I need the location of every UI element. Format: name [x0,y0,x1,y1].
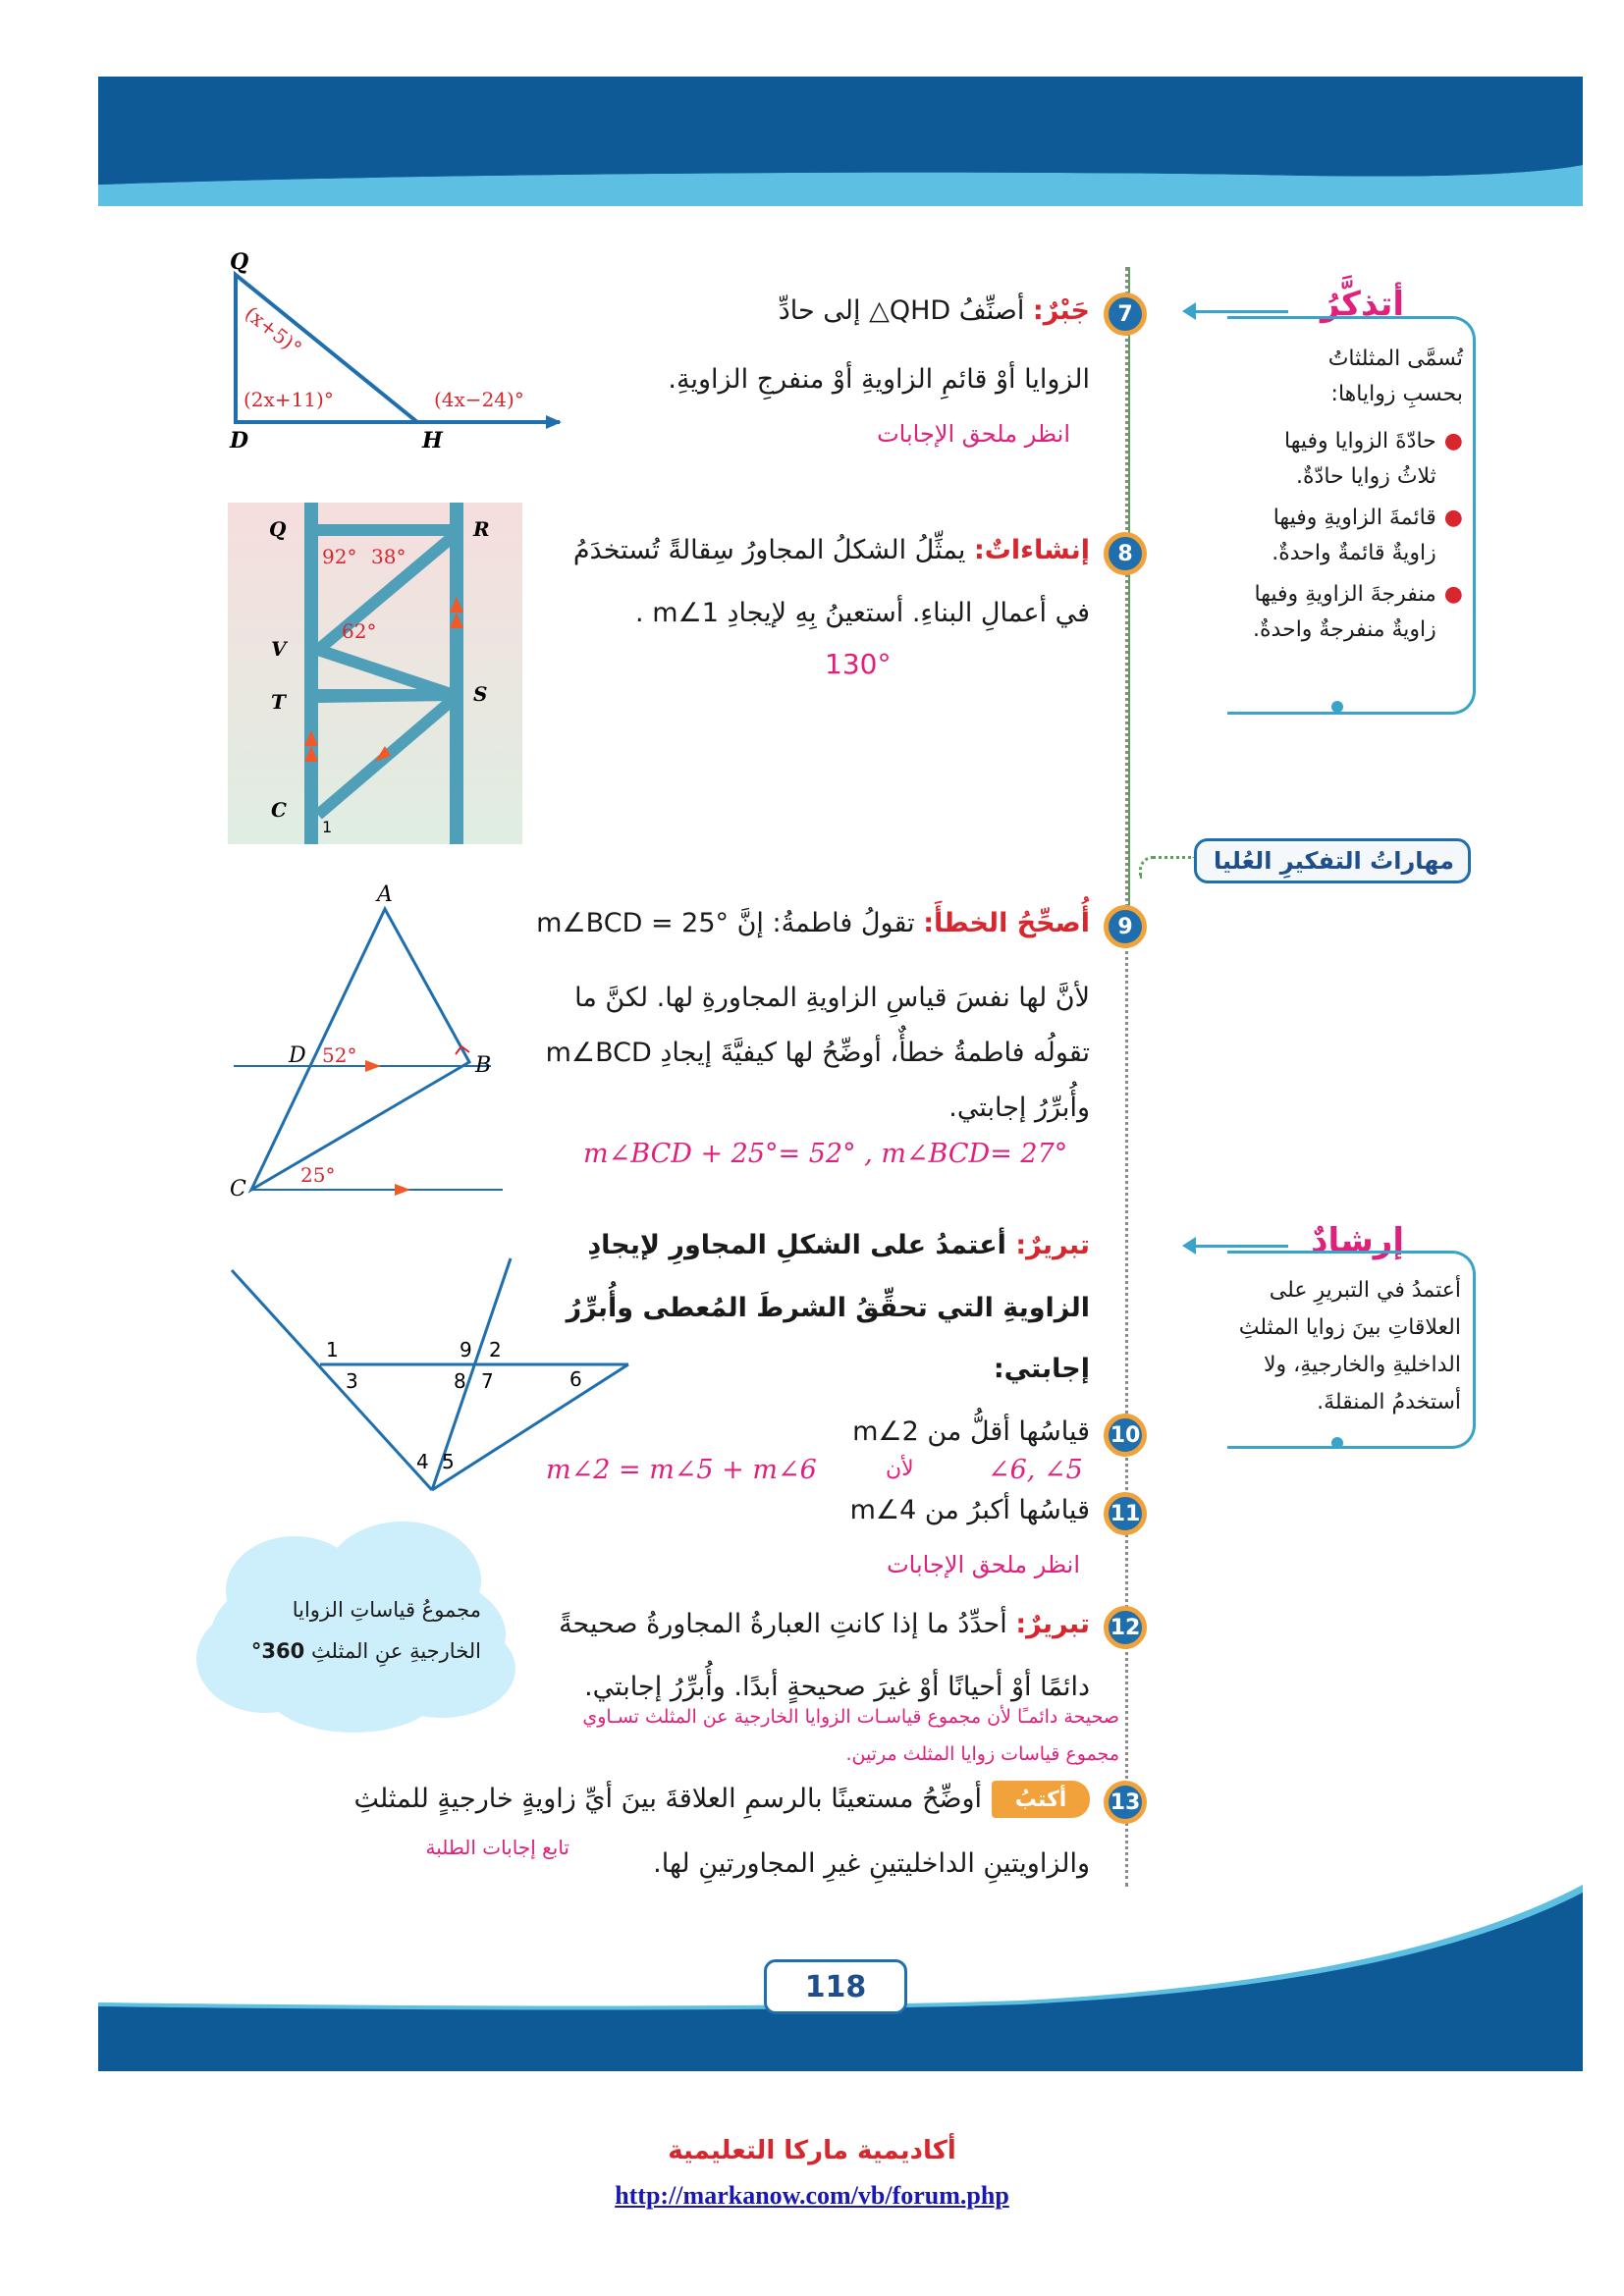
angle-label: 52° [322,1043,357,1067]
cloud-shape [187,1512,530,1737]
remember-list [1227,424,1463,648]
angle-number: 1 [326,1338,339,1362]
angle-number: 4 [416,1450,429,1473]
remember-arrow [1190,310,1288,313]
vertex-label: D [289,1043,306,1068]
q9-text3: تقولُه فاطمةُ خطأٌ، أوضِّحُ لها كيفيَّةَ إيجادِ m∠BCD [545,1038,1090,1068]
question-number-13: 13 [1104,1781,1147,1824]
q9-text4: وأُبرِّرُ إجابتي. [948,1093,1090,1123]
higher-skills-connector [1139,856,1196,879]
guidance-dot [1331,1437,1343,1449]
angle-number: 3 [346,1369,358,1393]
q12-text2: دائمًا أوْ أحيانًا أوْ غيرَ صحيحةٍ أبدًا. وأُبرِّرُ إجابتي. [584,1672,1090,1702]
q9-triangle-figure [228,880,522,1213]
q10-text: قياسُها أقلُّ من m∠2 [852,1416,1090,1447]
q9-text2: لأنَّ لها نفسَ قياسِ الزاويةِ المجاورةِ لها. لكنَّ ما [574,983,1090,1013]
cloud-line1: مجموعُ قياساتِ الزوايا [292,1598,481,1622]
angle-number: 8 [454,1369,466,1393]
angle-number: 9 [460,1338,472,1362]
cloud-line2-wrap [226,1639,481,1663]
q12-label: تبريرٌ: [1015,1609,1090,1639]
vertex-label: H [422,428,443,454]
q13-text2: والزاويتينِ الداخليتينِ غيرِ المجاورتينِ لها. [653,1848,1090,1879]
angle-label: (2x+11)° [244,388,334,411]
write-pencil-badge: أكتبُ [992,1781,1090,1818]
angle-label: 92° [322,545,357,568]
vertex-label: Q [230,249,249,275]
header-wave [98,157,1583,206]
forum-link[interactable]: http://markanow.com/vb/forum.php [615,2181,1009,2210]
column-divider-green [1128,267,1130,934]
q7-text1: أصنِّفُ QHD△ إلى حادِّ [778,295,1025,326]
q12-line1 [550,1598,1090,1651]
guidance-arrow-head [1182,1237,1196,1255]
vertex-label: S [473,682,488,706]
q12-answer1: صحيحة دائمـًا لأن مجموع قياسـات الزوايا الخارجية عن المثلث تسـاوي [582,1706,1119,1728]
reasoning-label: تبريرٌ: [1015,1230,1090,1260]
vertex-label: B [475,1053,492,1078]
q8-line1 [550,524,1090,577]
angle-label: 62° [342,619,377,643]
q10-answer-c: ∠6, ∠5 [988,1455,1083,1485]
q13-answer: تابع إجابات الطلبة [425,1836,569,1859]
q9-text1: تقولُ فاطمةُ: إنَّ m∠BCD = 25° [536,908,915,938]
remember-item: ● حادّةَ الزوايا وفيها ثلاثُ زوايا حادّةٌ. [1227,424,1463,495]
q7-text2: الزوايا أوْ قائمِ الزاويةِ أوْ منفرجِ الزاويةِ. [668,364,1090,395]
bullet-icon: ● [1443,506,1463,530]
angle-label: 25° [300,1163,336,1187]
page-number-box [764,1959,907,2014]
vertex-label: R [473,517,490,541]
q10-answer-b: لأن [886,1457,914,1481]
vertex-label: T [271,690,286,714]
q8-scaffold-figure [228,503,522,844]
reasoning-text2: الزاويةِ التي تحقِّقُ الشرطَ المُعطى وأُبرِّرُ [566,1293,1090,1323]
angle-number: 5 [442,1450,455,1473]
q8-label: إنشاءاتٌ: [974,535,1090,565]
q8-answer: 130° [825,648,892,680]
q9-label: أُصحِّحُ الخطأَ: [923,908,1090,938]
angle-number: 7 [481,1369,494,1393]
question-number-8: 8 [1104,532,1147,575]
guidance-arrow [1190,1245,1288,1248]
angle-label: 38° [371,545,406,568]
remember-intro: تُسمَّى المثلثاتُ بحسبِ زواياها: [1327,347,1463,406]
vertex-label: V [271,637,287,661]
q10-answer-a: m∠2 = m∠5 + m∠6 [546,1455,817,1485]
vertex-label: C [271,798,287,822]
q11-text: قياسُها أكبرُ من m∠4 [849,1495,1090,1525]
vertex-label: Q [269,517,287,541]
q13-text1: أوضِّحُ مستعينًا بالرسمِ العلاقةَ بينَ أيِّ زاويةٍ خارجيةٍ للمثلثِ [353,1784,982,1814]
remember-title: أتذكَّرُ [1321,285,1404,324]
remember-dot [1331,701,1343,713]
q7-answer: انظر ملحق الإجابات [877,420,1070,448]
remember-item: ● منفرجةَ الزاويةِ وفيها زاويةٌ منفرجةٌ واحدةٌ. [1227,577,1463,648]
remember-item: ● قائمةَ الزاويةِ وفيها زاويةٌ قائمةٌ واحدةٌ. [1227,501,1463,571]
reasoning-text3: إجابتي: [993,1354,1090,1384]
question-number-12: 12 [1104,1606,1147,1649]
page-number: 118 [804,1969,867,2004]
q11-answer: انظر ملحق الإجابات [887,1551,1080,1578]
vertex-label: C [230,1177,246,1201]
angle-label: (x+5)° [240,301,307,360]
vertex-label: A [377,882,393,907]
reasoning-text1: أعتمدُ على الشكلِ المجاورِ لإيجادِ [587,1230,1006,1260]
angle-number: 6 [569,1367,582,1391]
q7-label: جَبْرٌ: [1032,295,1090,326]
cloud-value: 360° [250,1639,305,1663]
cloud-line2: الخارجيةِ عنِ المثلثِ [310,1639,481,1663]
bullet-icon: ● [1443,582,1463,607]
vertex-label: D [230,428,249,454]
q8-text2: في أعمالِ البناءِ. أستعينُ بِهِ لإيجادِ m∠1 . [635,598,1090,628]
q7-triangle-figure [216,245,579,461]
angle-label: (4x−24)° [434,388,524,411]
question-number-7: 7 [1104,293,1147,336]
q9-line1 [530,897,1090,950]
q12-text1: أحدِّدُ ما إذا كانتِ العبارةُ المجاورةُ صحيحةً [559,1609,1007,1639]
bullet-icon: ● [1443,429,1463,454]
question-number-9: 9 [1104,905,1147,948]
question-number-10: 10 [1104,1414,1147,1457]
q7-line1 [648,285,1090,338]
angle-label: 1 [322,818,333,836]
angle-number: 2 [489,1338,502,1362]
q12-answer2: مجموع قياسات زوايا المثلث مرتين. [845,1743,1119,1765]
academy-name: أكاديمية ماركا التعليمية [668,2136,956,2165]
question-number-11: 11 [1104,1492,1147,1535]
higher-skills-tab: مهاراتُ التفكيرِ العُليا [1194,838,1471,883]
guidance-text: أعتمدُ في التبريرِ على العلاقاتِ بينَ زوايا المثلثِ الداخليةِ والخارجيةِ، ولا أستخدمُ المنقلةَ. [1238,1278,1461,1415]
q8-text1: يمثِّلُ الشكلُ المجاورُ سِقالةً تُستخدَمُ [572,535,966,565]
guidance-title: إرشادٌ [1311,1221,1404,1260]
remember-arrow-head [1182,302,1196,320]
q9-answer: m∠BCD + 25°= 52° , m∠BCD= 27° [583,1139,1068,1169]
